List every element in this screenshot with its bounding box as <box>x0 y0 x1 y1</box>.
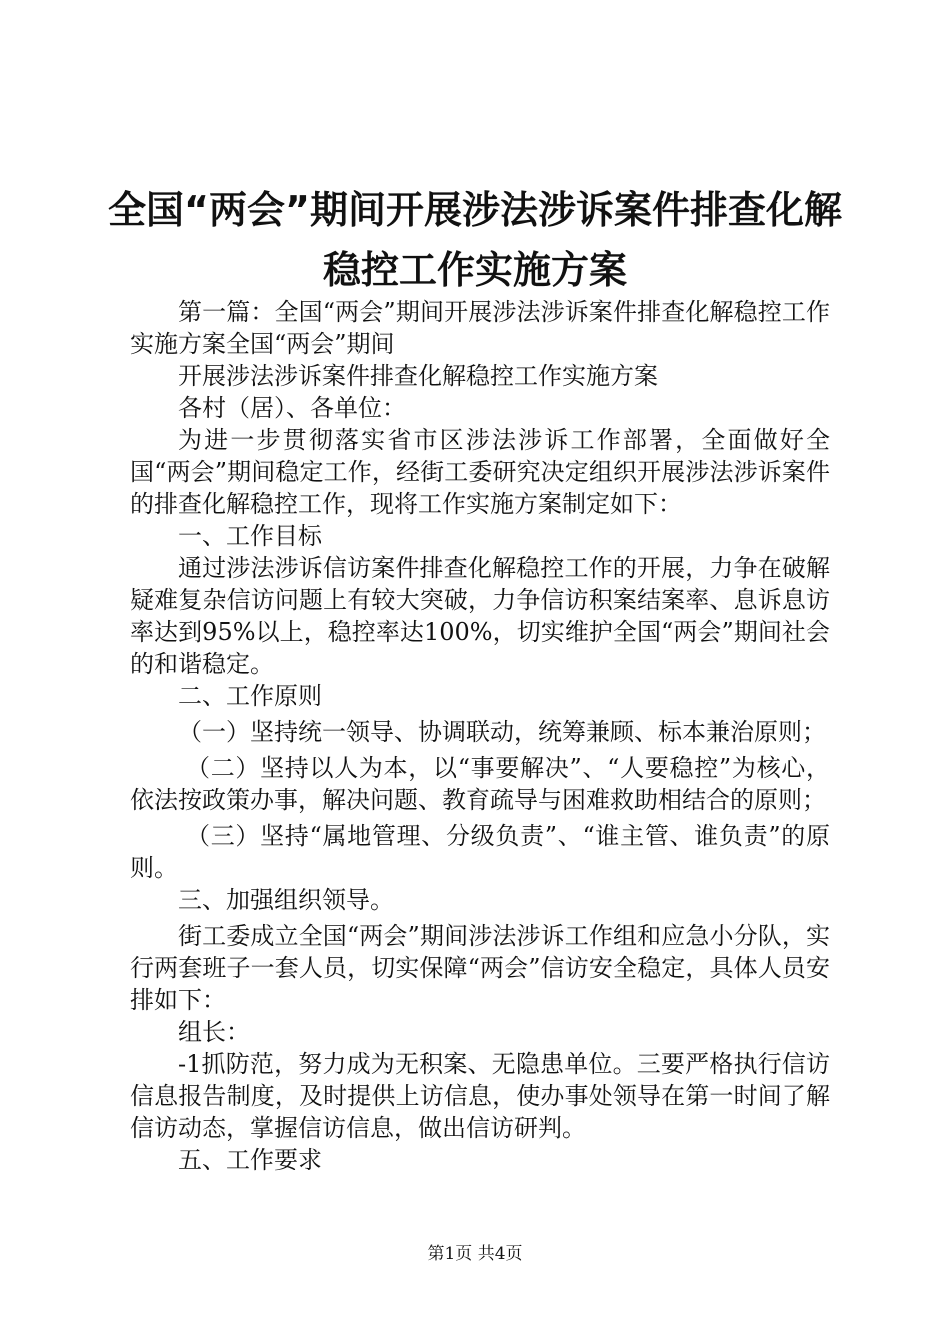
paragraph-principle-2: （二）坚持以人为本，以“事要解决”、“人要稳控”为核心，依法按政策办事，解决问题、教育疏导与困难救助相结合的原则； <box>130 754 830 814</box>
paragraph-group-leader: 组长： <box>178 1018 250 1046</box>
paragraph-salutation: 各村（居）、各单位： <box>178 394 406 422</box>
document-title-line-1: 全国“两会”期间开展涉法涉诉案件排查化解 <box>108 188 842 232</box>
paragraph-principle-3: （三）坚持“属地管理、分级负责”、“谁主管、谁负责”的原则。 <box>130 822 830 882</box>
section-heading-goal: 一、工作目标 <box>178 522 322 550</box>
paragraph-goal: 通过涉法涉诉信访案件排查化解稳控工作的开展，力争在破解疑难复杂信访问题上有较大突破，力争信访积案结案率、息诉息访率达到95%以上，稳控率达100%，切实维护全国“两会”期间社会的和谐稳定。 <box>130 554 830 678</box>
section-heading-leadership: 三、加强组织领导。 <box>178 886 394 914</box>
paragraph-intro: 为进一步贯彻落实省市区涉法涉诉工作部署，全面做好全国“两会”期间稳定工作，经街工委研究决定组织开展涉法涉诉案件的排查化解稳控工作，现将工作实施方案制定如下： <box>130 426 830 518</box>
paragraph-principle-1: （一）坚持统一领导、协调联动，统筹兼顾、标本兼治原则； <box>178 718 826 746</box>
section-heading-principles: 二、工作原则 <box>178 682 322 710</box>
document-title-line-2: 稳控工作实施方案 <box>322 248 627 292</box>
paragraph-chapter-heading: 第一篇：全国“两会”期间开展涉法涉诉案件排查化解稳控工作实施方案全国“两会”期间 <box>130 298 830 358</box>
document-body <box>130 296 830 1176</box>
paragraph-subtitle: 开展涉法涉诉案件排查化解稳控工作实施方案 <box>178 362 658 390</box>
section-heading-requirements: 五、工作要求 <box>178 1146 322 1174</box>
page-footer: 第1页 共4页 <box>427 1244 523 1264</box>
paragraph-prevention: -1抓防范，努力成为无积案、无隐患单位。三要严格执行信访信息报告制度，及时提供上访信息，使办事处领导在第一时间了解信访动态，掌握信访信息，做出信访研判。 <box>130 1050 830 1142</box>
paragraph-leadership: 街工委成立全国“两会”期间涉法涉诉工作组和应急小分队，实行两套班子一套人员，切实保障“两会”信访安全稳定，具体人员安排如下： <box>130 922 830 1014</box>
